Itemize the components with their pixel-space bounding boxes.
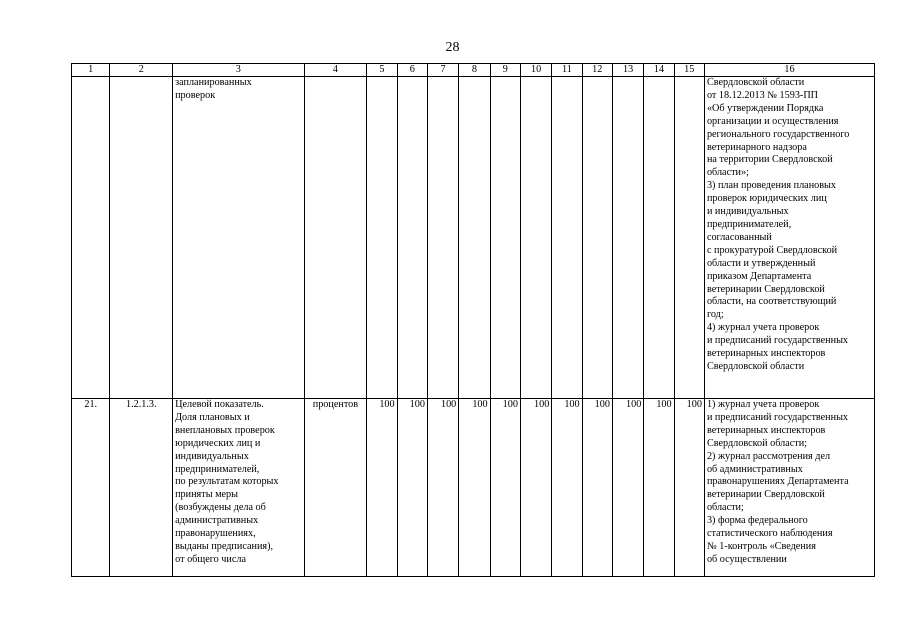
column-header: 4 <box>304 64 367 77</box>
column-header: 10 <box>520 64 551 77</box>
value-cell <box>367 77 397 399</box>
value-cell <box>582 77 612 399</box>
page-number: 28 <box>445 40 460 55</box>
row-number-cell: 21. <box>72 399 110 577</box>
column-header: 8 <box>459 64 490 77</box>
value-cell <box>612 77 643 399</box>
value-cell <box>459 77 490 399</box>
column-header: 5 <box>367 64 397 77</box>
value-cell: 100 <box>490 399 520 577</box>
code-cell: 1.2.1.3. <box>110 399 173 577</box>
column-header: 3 <box>173 64 304 77</box>
column-header: 12 <box>582 64 612 77</box>
column-number-row <box>72 64 875 77</box>
code-cell <box>110 77 173 399</box>
column-header: 7 <box>427 64 458 77</box>
column-header: 14 <box>644 64 674 77</box>
source-cell: 1) журнал учета проверок и предписаний государственных ветеринарных инспекторов Свердловской области; 2) журнал рассмотрения дел об административных правонарушениях Департамента ветеринарии Свердловской области; 3) форма федерального статистического наблюдения № 1-контроль «Сведения об осуществлении <box>704 399 874 577</box>
value-cell <box>520 77 551 399</box>
column-header: 16 <box>704 64 874 77</box>
indicator-name-cell: Целевой показатель. Доля плановых и внеплановых проверок юридических лиц и индивидуальных предпринимателей, по результатам которых приняты меры (возбуждены дела об административных правонарушениях, выданы предписания), от общего числа <box>173 399 304 577</box>
value-cell <box>427 77 458 399</box>
value-cell <box>552 77 582 399</box>
table-row <box>72 77 875 399</box>
column-header: 2 <box>110 64 173 77</box>
value-cell <box>397 77 427 399</box>
value-cell: 100 <box>459 399 490 577</box>
table-row <box>72 399 875 577</box>
row-number-cell <box>72 77 110 399</box>
value-cell: 100 <box>612 399 643 577</box>
value-cell <box>490 77 520 399</box>
value-cell: 100 <box>367 399 397 577</box>
column-header: 6 <box>397 64 427 77</box>
value-cell: 100 <box>552 399 582 577</box>
column-header: 15 <box>674 64 704 77</box>
value-cell <box>644 77 674 399</box>
column-header: 9 <box>490 64 520 77</box>
value-cell <box>674 77 704 399</box>
source-cell: Свердловской области от 18.12.2013 № 1593-ПП «Об утверждении Порядка организации и осуществления регионального государственного ветеринарного надзора на территории Свердловской области»; 3) план проведения плановых проверок юридических лиц и индивидуальных предпринимателей, согласованный с прокуратурой Свердловской области и утвержденный приказом Департамента ветеринарии Свердловской области, на соответствующий год; 4) журнал учета проверок и предписаний государственных ветеринарных инспекторов Свердловской области <box>704 77 874 399</box>
column-header: 1 <box>72 64 110 77</box>
value-cell: 100 <box>520 399 551 577</box>
column-header: 13 <box>612 64 643 77</box>
value-cell: 100 <box>644 399 674 577</box>
unit-cell <box>304 77 367 399</box>
indicator-table <box>71 63 875 577</box>
value-cell: 100 <box>674 399 704 577</box>
unit-cell: процентов <box>304 399 367 577</box>
value-cell: 100 <box>427 399 458 577</box>
indicator-name-cell: запланированных проверок <box>173 77 304 399</box>
value-cell: 100 <box>582 399 612 577</box>
column-header: 11 <box>552 64 582 77</box>
value-cell: 100 <box>397 399 427 577</box>
